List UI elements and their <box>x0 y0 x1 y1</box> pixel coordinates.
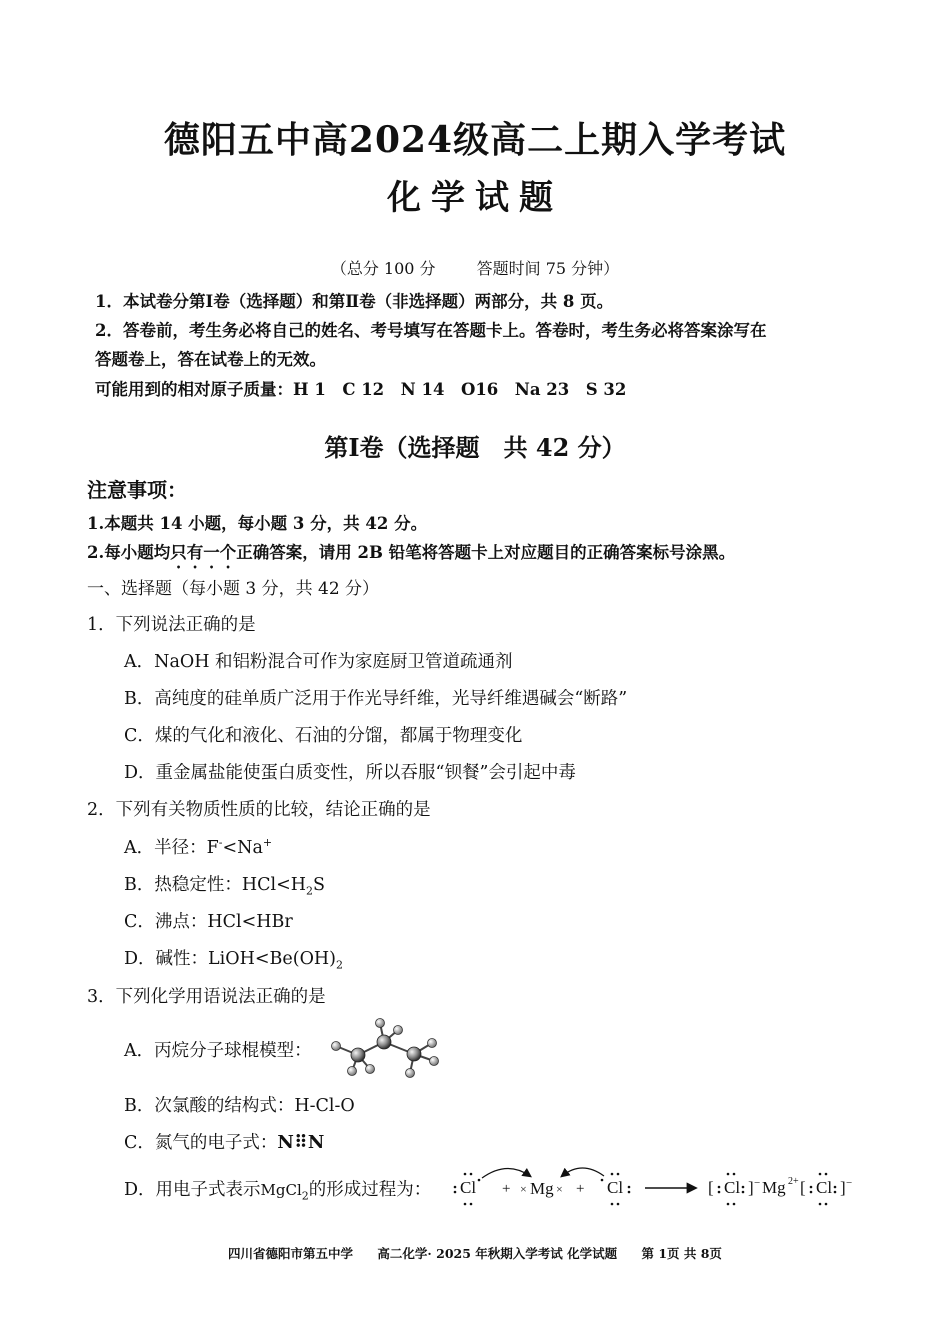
svg-text:+: + <box>576 1181 585 1197</box>
q2-option-d: D．碱性：$LiOH<Be(OH)_2$ <box>124 949 343 972</box>
notice-heading: 注意事项： <box>87 478 187 502</box>
footer-page: 第 1页 共 8页 <box>641 1246 722 1261</box>
svg-text:+: + <box>502 1181 511 1197</box>
page-footer <box>0 1244 950 1262</box>
svg-text:2+: 2+ <box>788 1176 799 1187</box>
q2-stem: 2．下列有关物质性质的比较，结论正确的是 <box>87 800 431 820</box>
notice-item-1: 1.本题共 14 小题，每小题 3 分，共 42 分。 <box>87 514 428 533</box>
q1-option-a: A．NaOH 和铝粉混合可作为家庭厨卫管道疏通剂 <box>124 652 513 672</box>
instruction-2: 2．答卷前，考生务必将自己的姓名、考号填写在答题卡上。答卷时，考生务必将答案涂写在 <box>95 321 767 340</box>
notice-item-2 <box>87 539 735 572</box>
svg-text:Cl: Cl <box>607 1178 624 1197</box>
svg-text:Mg: Mg <box>530 1179 554 1198</box>
emphasis-only-one: 只有一个 <box>170 543 237 562</box>
svg-text:Cl: Cl <box>724 1178 741 1197</box>
svg-text:[: [ <box>708 1178 714 1197</box>
q3-option-b: B．次氯酸的结构式：H-Cl-O <box>124 1096 355 1116</box>
instruction-1: 1．本试卷分第Ⅰ卷（选择题）和第Ⅱ卷（非选择题）两部分，共 8 页。 <box>95 292 614 311</box>
q1-stem: 1．下列说法正确的是 <box>87 615 256 635</box>
notice-item-2-post: 正确答案，请用 2B 铅笔将答题卡上对应题目的正确答案标号涂黑。 <box>236 543 736 562</box>
q2-option-c: C．沸点：HCl<HBr <box>124 912 293 932</box>
svg-text:−: − <box>754 1177 761 1189</box>
q3-option-c: C．氮气的电子式：N⠿N <box>124 1132 325 1153</box>
atomic-masses: 可能用到的相对原子质量：H 1 C 12 N 14 O16 Na 23 S 32 <box>95 380 627 399</box>
exam-title: 德阳五中高2024级高二上期入学考试 <box>163 119 787 161</box>
mgcl2-formation-diagram <box>452 1160 862 1210</box>
svg-text:−: − <box>846 1177 853 1189</box>
section-title: 第Ⅰ卷（选择题 共 42 分） <box>324 433 626 462</box>
svg-text:×: × <box>520 1182 527 1196</box>
svg-text:Mg: Mg <box>762 1178 786 1197</box>
q3-option-d: D．用电子式表示MgCl$_2$的形成过程为： <box>124 1180 432 1203</box>
q3-stem: 3．下列化学用语说法正确的是 <box>87 987 326 1007</box>
nitrogen-electron-formula: N⠿N <box>277 1132 325 1153</box>
q1-option-c: C．煤的气化和液化、石油的分馏，都属于物理变化 <box>124 726 523 746</box>
svg-text:]: ] <box>840 1178 846 1197</box>
q1-option-b: B．高纯度的硅单质广泛用于作光导纤维，光导纤维遇碱会“断路” <box>124 689 628 709</box>
notice-item-2-pre: 2.每小题均 <box>87 543 171 562</box>
q2-option-b: B．热稳定性：$HCl<H_2S$ <box>124 875 326 898</box>
footer-exam: 高二化学· 2025 年秋期入学考试 化学试题 <box>377 1246 618 1261</box>
svg-text:Cl: Cl <box>460 1178 477 1197</box>
svg-text:Cl: Cl <box>816 1178 833 1197</box>
svg-text:×: × <box>556 1182 563 1196</box>
svg-text:]: ] <box>748 1178 754 1197</box>
q1-option-d: D．重金属盐能使蛋白质变性，所以吞服“钡餐”会引起中毒 <box>124 763 576 783</box>
part-title: 一、选择题（每小题 3 分，共 42 分） <box>87 579 380 599</box>
q2-option-a: A．半径：F-<Na+ <box>124 836 273 858</box>
exam-meta <box>0 256 950 279</box>
total-score: （总分 100 分 <box>330 259 436 278</box>
q3-option-a: A．丙烷分子球棍模型： <box>124 1041 312 1061</box>
svg-text:[: [ <box>800 1178 806 1197</box>
exam-time: 答题时间 75 分钟） <box>476 259 620 278</box>
exam-subtitle: 化学试题 <box>387 178 563 218</box>
instruction-2-cont: 答题卷上，答在试卷上的无效。 <box>95 350 326 369</box>
propane-ball-stick-model <box>322 1015 447 1080</box>
footer-school: 四川省德阳市第五中学 <box>228 1246 354 1261</box>
